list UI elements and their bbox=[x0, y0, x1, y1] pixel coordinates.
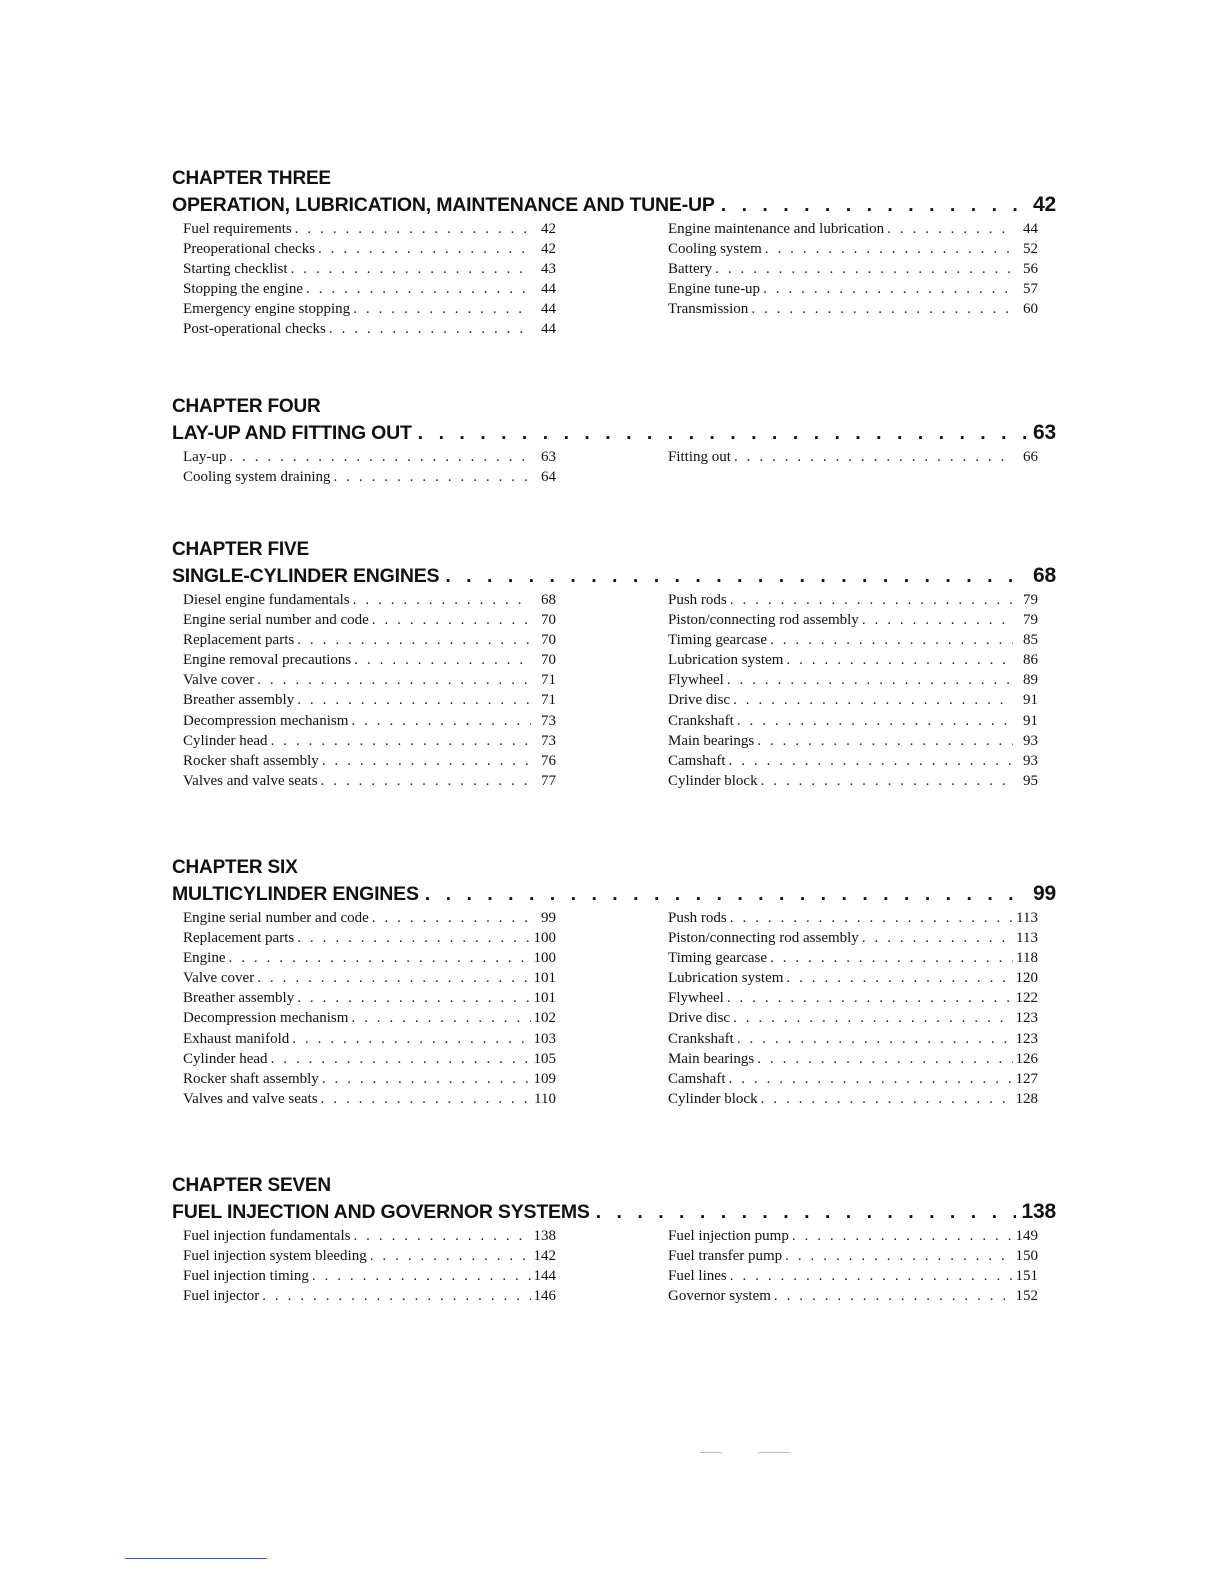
chapter-title-row[interactable] bbox=[172, 880, 1056, 908]
chapter-page-number: 42 bbox=[1033, 193, 1056, 216]
entry-page: 138 bbox=[533, 1228, 556, 1244]
toc-entry[interactable] bbox=[183, 610, 556, 630]
dot-leader bbox=[774, 1286, 1013, 1306]
entry-label: Valves and valve seats bbox=[183, 772, 318, 789]
toc-entry[interactable] bbox=[183, 1286, 556, 1306]
entry-label: Push rods bbox=[668, 910, 727, 926]
dot-leader bbox=[297, 630, 531, 650]
dot-leader bbox=[721, 191, 1027, 219]
entry-label: Starting checklist bbox=[183, 261, 288, 278]
dot-leader bbox=[757, 1049, 1012, 1069]
entry-page: 70 bbox=[541, 652, 556, 669]
dot-leader bbox=[729, 751, 1014, 771]
dot-leader bbox=[734, 447, 1013, 467]
entry-label: Push rods bbox=[668, 592, 727, 608]
entry-page: 123 bbox=[1015, 1010, 1038, 1027]
toc-entry[interactable] bbox=[183, 1266, 556, 1286]
dot-leader bbox=[862, 610, 1013, 630]
dot-leader bbox=[257, 670, 531, 690]
entry-page: 102 bbox=[533, 1010, 556, 1027]
entry-label: Crankshaft bbox=[668, 712, 734, 729]
chapter-title: SINGLE-CYLINDER ENGINES bbox=[172, 565, 440, 587]
toc-entry[interactable] bbox=[183, 711, 556, 731]
entry-label: Breather assembly bbox=[183, 692, 295, 709]
toc-entry[interactable] bbox=[668, 711, 1038, 731]
dot-leader bbox=[727, 670, 1013, 690]
entry-label: Replacement parts bbox=[183, 632, 295, 649]
left-column bbox=[183, 219, 556, 340]
dot-leader bbox=[372, 908, 531, 928]
entry-label: Engine removal precautions bbox=[183, 652, 352, 669]
toc-entry[interactable] bbox=[183, 1049, 556, 1069]
toc-entry[interactable] bbox=[183, 771, 556, 791]
dot-leader bbox=[229, 447, 531, 467]
dot-leader bbox=[334, 467, 532, 487]
entry-page: 127 bbox=[1015, 1070, 1038, 1087]
toc-entry[interactable] bbox=[668, 751, 1038, 771]
toc-entry[interactable] bbox=[668, 1286, 1038, 1306]
scan-artifact bbox=[758, 1452, 790, 1453]
dot-leader bbox=[297, 928, 530, 948]
dot-leader bbox=[372, 610, 531, 630]
dot-leader bbox=[297, 988, 530, 1008]
dot-leader bbox=[322, 751, 531, 771]
toc-entry[interactable] bbox=[183, 908, 556, 928]
entry-label: Cylinder block bbox=[668, 772, 758, 789]
toc-entry[interactable] bbox=[668, 670, 1038, 690]
dot-leader bbox=[353, 299, 531, 319]
entry-label: Flywheel bbox=[668, 672, 724, 689]
entry-label: Cylinder block bbox=[668, 1090, 758, 1107]
toc-entry[interactable] bbox=[183, 259, 556, 279]
entry-page: 76 bbox=[541, 752, 556, 769]
dot-leader bbox=[761, 771, 1013, 791]
dot-leader bbox=[257, 968, 530, 988]
entry-page: 70 bbox=[541, 612, 556, 629]
dot-leader bbox=[751, 299, 1013, 319]
entry-label: Piston/connecting rod assembly bbox=[668, 612, 859, 629]
left-column bbox=[183, 908, 556, 1109]
chapter-title-row[interactable] bbox=[172, 191, 1056, 219]
entry-page: 42 bbox=[541, 221, 556, 237]
entry-page: 86 bbox=[1023, 652, 1038, 669]
dot-leader bbox=[351, 1008, 530, 1028]
entry-page: 100 bbox=[533, 950, 556, 967]
dot-leader bbox=[291, 259, 531, 279]
dot-leader bbox=[770, 948, 1013, 968]
chapter-label: CHAPTER SIX bbox=[172, 857, 298, 878]
entry-page: 71 bbox=[541, 672, 556, 689]
entry-label: Valve cover bbox=[183, 672, 255, 689]
entry-label: Exhaust manifold bbox=[183, 1030, 290, 1047]
entry-label: Post-operational checks bbox=[183, 321, 326, 338]
dot-leader bbox=[354, 650, 531, 670]
dot-leader bbox=[292, 1029, 530, 1049]
chapter-seven bbox=[172, 1173, 1056, 1306]
scan-artifact bbox=[700, 1452, 722, 1453]
entry-page: 57 bbox=[1023, 281, 1038, 298]
toc-entry[interactable] bbox=[668, 731, 1038, 751]
toc-entry[interactable] bbox=[668, 447, 1038, 467]
entry-page: 113 bbox=[1016, 910, 1038, 926]
dot-leader bbox=[312, 1266, 531, 1286]
dot-leader bbox=[761, 1089, 1013, 1109]
toc-entry[interactable] bbox=[668, 968, 1038, 988]
dot-leader bbox=[271, 731, 531, 751]
toc-entry[interactable] bbox=[183, 279, 556, 299]
toc-entry[interactable] bbox=[668, 650, 1038, 670]
entry-label: Lay-up bbox=[183, 449, 227, 465]
entry-page: 73 bbox=[541, 712, 556, 729]
entry-label: Cylinder head bbox=[183, 1050, 268, 1067]
dot-leader bbox=[786, 968, 1012, 988]
entry-page: 52 bbox=[1023, 241, 1038, 258]
entry-page: 123 bbox=[1015, 1030, 1038, 1047]
toc-entry[interactable] bbox=[183, 239, 556, 259]
dot-leader bbox=[425, 880, 1027, 908]
entry-label: Piston/connecting rod assembly bbox=[668, 930, 859, 947]
entry-page: 100 bbox=[533, 930, 556, 947]
entry-page: 122 bbox=[1015, 990, 1038, 1007]
entry-label: Fitting out bbox=[668, 449, 731, 465]
toc-entry[interactable] bbox=[183, 731, 556, 751]
toc-entry[interactable] bbox=[668, 630, 1038, 650]
entry-label: Lubrication system bbox=[668, 970, 784, 987]
dot-leader bbox=[786, 650, 1013, 670]
entry-page: 118 bbox=[1016, 950, 1038, 967]
toc-entry[interactable] bbox=[183, 948, 556, 968]
toc-entry[interactable] bbox=[183, 1008, 556, 1028]
entry-label: Engine serial number and code bbox=[183, 612, 369, 629]
entry-label: Main bearings bbox=[668, 1050, 755, 1067]
toc-entry[interactable] bbox=[668, 948, 1038, 968]
toc-entry[interactable] bbox=[668, 219, 1038, 239]
chapter-page-number: 99 bbox=[1033, 882, 1056, 905]
entry-page: 73 bbox=[541, 732, 556, 749]
entry-label: Cylinder head bbox=[183, 732, 268, 749]
dot-leader bbox=[729, 1069, 1013, 1089]
chapter-page-number: 68 bbox=[1033, 564, 1056, 587]
entry-page: 56 bbox=[1023, 261, 1038, 278]
dot-leader bbox=[321, 771, 531, 791]
entry-label: Fuel injection system bleeding bbox=[183, 1248, 367, 1265]
toc-entry[interactable] bbox=[668, 590, 1038, 610]
entry-label: Camshaft bbox=[668, 1070, 726, 1087]
dot-leader bbox=[862, 928, 1013, 948]
chapter-label: CHAPTER SEVEN bbox=[172, 1175, 331, 1196]
chapter-six bbox=[172, 855, 1056, 1109]
toc-entry[interactable] bbox=[668, 1008, 1038, 1028]
entry-label: Fuel injector bbox=[183, 1288, 260, 1305]
dot-leader bbox=[730, 908, 1013, 928]
dot-leader bbox=[765, 239, 1013, 259]
entry-label: Transmission bbox=[668, 301, 749, 318]
dot-leader bbox=[733, 1008, 1012, 1028]
toc-entry[interactable] bbox=[183, 968, 556, 988]
entry-page: 126 bbox=[1015, 1050, 1038, 1067]
dot-leader bbox=[229, 948, 531, 968]
entry-label: Engine tune-up bbox=[668, 281, 761, 298]
chapter-title: MULTICYLINDER ENGINES bbox=[172, 883, 419, 905]
entry-page: 68 bbox=[541, 592, 556, 608]
toc-entry[interactable] bbox=[668, 928, 1038, 948]
toc-entry[interactable] bbox=[668, 279, 1038, 299]
entry-page: 85 bbox=[1023, 632, 1038, 649]
toc-entry[interactable] bbox=[668, 908, 1038, 928]
right-column bbox=[668, 1226, 1038, 1306]
entry-page: 142 bbox=[533, 1248, 556, 1265]
toc-entry[interactable] bbox=[668, 1246, 1038, 1266]
entry-page: 109 bbox=[533, 1070, 556, 1087]
entry-page: 91 bbox=[1023, 692, 1038, 709]
dot-leader bbox=[730, 1266, 1013, 1286]
dot-leader bbox=[353, 1226, 530, 1246]
toc-entry[interactable] bbox=[668, 259, 1038, 279]
toc-entry[interactable] bbox=[183, 751, 556, 771]
dot-leader bbox=[730, 590, 1013, 610]
toc-entry[interactable] bbox=[668, 1266, 1038, 1286]
toc-entry[interactable] bbox=[183, 1029, 556, 1049]
dot-leader bbox=[737, 711, 1013, 731]
dot-leader bbox=[353, 590, 531, 610]
toc-entry[interactable] bbox=[183, 319, 556, 339]
dot-leader bbox=[887, 219, 1013, 239]
entry-page: 120 bbox=[1015, 970, 1038, 987]
entry-page: 60 bbox=[1023, 301, 1038, 318]
entry-label: Engine bbox=[183, 950, 226, 967]
chapter-page-number: 63 bbox=[1033, 421, 1056, 444]
chapter-title-row[interactable] bbox=[172, 1198, 1056, 1226]
right-column bbox=[668, 590, 1038, 791]
entry-label: Cooling system draining bbox=[183, 469, 331, 486]
entry-page: 70 bbox=[541, 632, 556, 649]
entry-page: 110 bbox=[534, 1090, 556, 1107]
chapter-page-number: 138 bbox=[1021, 1200, 1056, 1223]
chapter-three bbox=[172, 166, 1056, 340]
entry-label: Timing gearcase bbox=[668, 950, 768, 967]
toc-entry[interactable] bbox=[668, 239, 1038, 259]
dot-leader bbox=[306, 279, 531, 299]
entry-label: Fuel injection pump bbox=[668, 1228, 789, 1244]
entry-page: 64 bbox=[541, 469, 556, 486]
dot-leader bbox=[295, 219, 531, 239]
toc-entry[interactable] bbox=[668, 1069, 1038, 1089]
entry-label: Rocker shaft assembly bbox=[183, 752, 319, 769]
chapter-title: FUEL INJECTION AND GOVERNOR SYSTEMS bbox=[172, 1201, 590, 1223]
entry-label: Engine serial number and code bbox=[183, 910, 369, 926]
entry-page: 93 bbox=[1023, 752, 1038, 769]
entry-label: Drive disc bbox=[668, 692, 731, 709]
dot-leader bbox=[329, 319, 531, 339]
entry-label: Valves and valve seats bbox=[183, 1090, 318, 1107]
toc-entry[interactable] bbox=[183, 928, 556, 948]
dot-leader bbox=[418, 419, 1027, 447]
left-column bbox=[183, 447, 556, 487]
chapter-label: CHAPTER THREE bbox=[172, 168, 331, 189]
toc-entry[interactable] bbox=[183, 299, 556, 319]
dot-leader bbox=[792, 1226, 1013, 1246]
entry-page: 44 bbox=[541, 301, 556, 318]
dot-leader bbox=[318, 239, 531, 259]
entry-page: 113 bbox=[1016, 930, 1038, 947]
toc-entry[interactable] bbox=[183, 670, 556, 690]
entry-label: Emergency engine stopping bbox=[183, 301, 351, 318]
entry-page: 66 bbox=[1023, 449, 1038, 465]
toc-entry[interactable] bbox=[668, 1029, 1038, 1049]
chapter-title-row[interactable] bbox=[172, 562, 1056, 590]
entry-page: 101 bbox=[533, 970, 556, 987]
toc-entry[interactable] bbox=[668, 299, 1038, 319]
entry-label: Fuel transfer pump bbox=[668, 1248, 783, 1265]
toc-entry[interactable] bbox=[183, 988, 556, 1008]
entry-label: Preoperational checks bbox=[183, 241, 316, 258]
entry-label: Decompression mechanism bbox=[183, 712, 349, 729]
dot-leader bbox=[322, 1069, 531, 1089]
toc-entry[interactable] bbox=[668, 988, 1038, 1008]
entry-page: 89 bbox=[1023, 672, 1038, 689]
entry-label: Breather assembly bbox=[183, 990, 295, 1007]
entry-page: 71 bbox=[541, 692, 556, 709]
toc-entry[interactable] bbox=[668, 1226, 1038, 1246]
entry-page: 149 bbox=[1015, 1228, 1038, 1244]
chapter-title-row[interactable] bbox=[172, 419, 1056, 447]
toc-entry[interactable] bbox=[183, 219, 556, 239]
entry-label: Fuel requirements bbox=[183, 221, 292, 237]
entry-label: Rocker shaft assembly bbox=[183, 1070, 319, 1087]
chapter-five bbox=[172, 537, 1056, 791]
toc-entry[interactable] bbox=[183, 467, 556, 487]
chapter-label: CHAPTER FOUR bbox=[172, 396, 321, 417]
entry-page: 101 bbox=[533, 990, 556, 1007]
dot-leader bbox=[271, 1049, 531, 1069]
entry-page: 144 bbox=[533, 1268, 556, 1285]
entry-page: 150 bbox=[1015, 1248, 1038, 1265]
toc-entry[interactable] bbox=[183, 650, 556, 670]
dot-leader bbox=[763, 279, 1013, 299]
toc-entry[interactable] bbox=[668, 610, 1038, 630]
entry-label: Fuel injection fundamentals bbox=[183, 1228, 351, 1244]
dot-leader bbox=[733, 690, 1013, 710]
dot-leader bbox=[370, 1246, 531, 1266]
entry-label: Main bearings bbox=[668, 732, 755, 749]
toc-entry[interactable] bbox=[668, 1049, 1038, 1069]
right-column bbox=[668, 908, 1038, 1109]
entry-label: Fuel injection timing bbox=[183, 1268, 309, 1285]
entry-label: Valve cover bbox=[183, 970, 255, 987]
chapter-title: LAY-UP AND FITTING OUT bbox=[172, 422, 412, 444]
dot-leader bbox=[715, 259, 1013, 279]
right-column bbox=[668, 219, 1038, 340]
toc-entry[interactable] bbox=[183, 1089, 556, 1109]
toc-entry[interactable] bbox=[183, 1226, 556, 1246]
toc-entry[interactable] bbox=[183, 1069, 556, 1089]
chapter-label: CHAPTER FIVE bbox=[172, 539, 309, 560]
entry-page: 91 bbox=[1023, 712, 1038, 729]
entry-page: 79 bbox=[1023, 592, 1038, 608]
left-column bbox=[183, 1226, 556, 1306]
entry-label: Stopping the engine bbox=[183, 281, 303, 298]
entry-label: Crankshaft bbox=[668, 1030, 734, 1047]
entry-page: 99 bbox=[541, 910, 556, 926]
entry-page: 44 bbox=[541, 321, 556, 338]
dot-leader bbox=[727, 988, 1013, 1008]
toc-entry[interactable] bbox=[668, 771, 1038, 791]
right-column bbox=[668, 447, 1038, 487]
entry-page: 105 bbox=[533, 1050, 556, 1067]
entry-page: 79 bbox=[1023, 612, 1038, 629]
left-column bbox=[183, 590, 556, 791]
entry-page: 44 bbox=[1023, 221, 1038, 237]
entry-label: Lubrication system bbox=[668, 652, 784, 669]
dot-leader bbox=[262, 1286, 530, 1306]
dot-leader bbox=[596, 1198, 1016, 1226]
dot-leader bbox=[351, 711, 531, 731]
footer-rule bbox=[125, 1558, 267, 1559]
entry-label: Governor system bbox=[668, 1288, 771, 1305]
entry-label: Battery bbox=[668, 261, 713, 278]
toc-entry[interactable] bbox=[183, 630, 556, 650]
entry-page: 77 bbox=[541, 772, 556, 789]
toc-entry[interactable] bbox=[668, 690, 1038, 710]
entry-label: Engine maintenance and lubrication bbox=[668, 221, 885, 237]
entry-label: Diesel engine fundamentals bbox=[183, 592, 350, 608]
entry-label: Camshaft bbox=[668, 752, 726, 769]
entry-page: 44 bbox=[541, 281, 556, 298]
toc-entry[interactable] bbox=[668, 1089, 1038, 1109]
chapter-four bbox=[172, 394, 1056, 487]
entry-page: 128 bbox=[1015, 1090, 1038, 1107]
entry-page: 146 bbox=[533, 1288, 556, 1305]
entry-page: 93 bbox=[1023, 732, 1038, 749]
dot-leader bbox=[770, 630, 1013, 650]
entry-page: 151 bbox=[1015, 1268, 1038, 1285]
entry-label: Drive disc bbox=[668, 1010, 731, 1027]
entry-page: 95 bbox=[1023, 772, 1038, 789]
entry-label: Fuel lines bbox=[668, 1268, 727, 1285]
toc-entry[interactable] bbox=[183, 590, 556, 610]
entry-label: Flywheel bbox=[668, 990, 724, 1007]
entry-label: Replacement parts bbox=[183, 930, 295, 947]
entry-page: 42 bbox=[541, 241, 556, 258]
toc-entry[interactable] bbox=[183, 447, 556, 467]
dot-leader bbox=[445, 562, 1027, 590]
entry-label: Timing gearcase bbox=[668, 632, 768, 649]
dot-leader bbox=[757, 731, 1013, 751]
chapter-title: OPERATION, LUBRICATION, MAINTENANCE AND TUNE-UP bbox=[172, 194, 715, 216]
toc-entry[interactable] bbox=[183, 1246, 556, 1266]
entry-page: 63 bbox=[541, 449, 556, 465]
entry-label: Cooling system bbox=[668, 241, 762, 258]
entry-page: 43 bbox=[541, 261, 556, 278]
toc-entry[interactable] bbox=[183, 690, 556, 710]
dot-leader bbox=[321, 1089, 531, 1109]
dot-leader bbox=[737, 1029, 1013, 1049]
entry-page: 103 bbox=[533, 1030, 556, 1047]
entry-page: 152 bbox=[1015, 1288, 1038, 1305]
dot-leader bbox=[297, 690, 531, 710]
entry-label: Decompression mechanism bbox=[183, 1010, 349, 1027]
dot-leader bbox=[785, 1246, 1012, 1266]
